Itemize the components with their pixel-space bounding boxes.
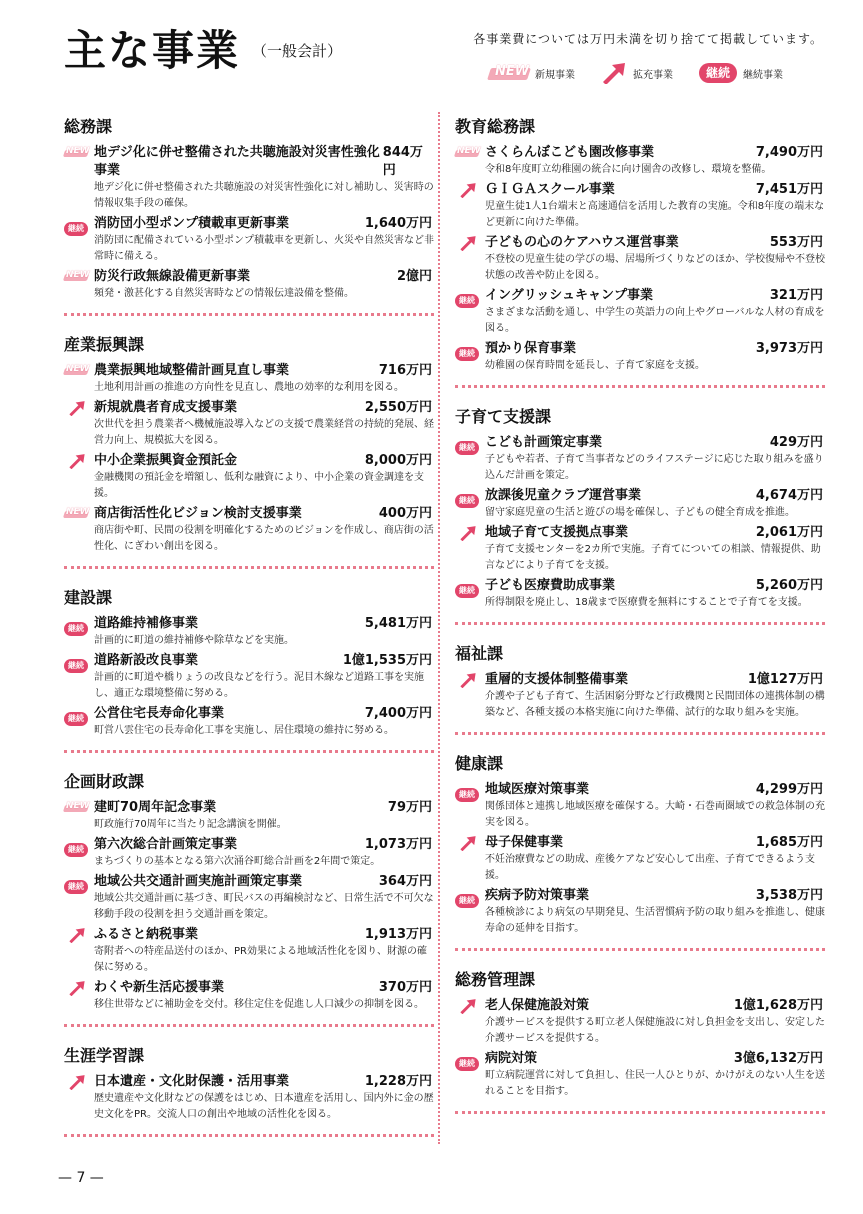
section-title: 福祉課 [455, 644, 504, 663]
project-amount: 8,000万円 [364, 453, 432, 468]
continue-badge-icon: 継続 [455, 888, 479, 908]
project-name: わくや新生活応援事業 [94, 980, 225, 995]
project-item [455, 487, 825, 521]
project-name: 中小企業振興資金預託金 [94, 453, 238, 468]
section [64, 332, 434, 569]
project-name: 地域子育て支援拠点事業 [485, 525, 629, 540]
section-title: 健康課 [455, 754, 504, 773]
legend [489, 62, 783, 84]
right-column [455, 112, 825, 1130]
project-amount: 5,481万円 [364, 616, 432, 631]
project-description: 消防団に配備されている小型ポンプ積載車を更新し、火災や自然災害など非常時に備える。 [94, 235, 434, 262]
section [455, 404, 825, 625]
project-description: 児童生徒1人1台端末と高速通信を活用した教育の実施。令和8年度の端末など更新に向けた準備。 [485, 201, 825, 228]
project-description: さまざまな活動を通し、中学生の英語力の向上やグローバルな人材の育成を図る。 [485, 307, 825, 334]
project-amount: 364万円 [378, 874, 432, 889]
column-divider [438, 112, 440, 1144]
project-name: 日本遺産・文化財保護・活用事業 [94, 1074, 290, 1089]
project-name: 新規就農者育成支援事業 [94, 400, 238, 415]
project-name: 疾病予防対策事業 [485, 888, 590, 903]
project-amount: 1,228万円 [364, 1074, 432, 1089]
project-description: 不登校の児童生徒の学びの場、居場所づくりなどのほか、学校復帰や不登校状態の改善や防止を図る。 [485, 254, 825, 281]
project-name: さくらんぼこども園改修事業 [485, 145, 655, 160]
project-item [64, 873, 434, 923]
project-name: こども計画策定事業 [485, 435, 603, 450]
project-description: 計画的に町道の維持補修や除草などを実施。 [94, 635, 294, 646]
project-amount: 321万円 [769, 288, 823, 303]
project-name: ＧＩＧＡスクール事業 [485, 182, 615, 197]
project-name: 農業振興地域整備計画見直し事業 [94, 363, 290, 378]
project-item [64, 799, 434, 833]
project-item [64, 505, 434, 555]
project-amount: 3,973万円 [755, 341, 823, 356]
project-name: 消防団小型ポンプ積載車更新事業 [94, 216, 290, 231]
project-amount: 844万円 [382, 145, 423, 178]
section-title: 企画財政課 [64, 772, 145, 791]
page-number: — 7 — [58, 1170, 104, 1186]
project-description: 各種検診により病気の早期発見、生活習慣病予防の取り組みを推進し、健康寿命の延伸を目指す。 [485, 907, 825, 934]
project-description: 土地利用計画の推進の方向性を見直し、農地の効率的な利用を図る。 [94, 382, 404, 393]
project-amount: 5,260万円 [755, 578, 823, 593]
project-description: 町立病院運営に対して負担し、住民一人ひとりが、かけがえのない人生を送れることを目指す。 [485, 1070, 825, 1097]
project-item [64, 268, 434, 302]
continue-badge-icon: 継続 [455, 782, 479, 802]
project-description: まちづくりの基本となる第六次涌谷町総合計画を2年間で策定。 [94, 856, 381, 867]
project-name: 子どもの心のケアハウス運営事業 [485, 235, 679, 250]
project-description: 地デジ化に併せ整備された共聴施設の対災害性強化に対し補助し、災害時の情報収集手段の確保。 [94, 182, 434, 209]
continue-badge-icon: 継続 [455, 341, 479, 361]
project-description: 移住世帯などに補助金を交付。移住定住を促進し人口減少の抑制を図る。 [94, 999, 424, 1010]
section-title: 産業振興課 [64, 335, 145, 354]
project-description: 子育て支援センターを2カ所で実施。子育てについての相談、情報提供、助言などにより子育てを支援。 [485, 544, 821, 571]
section [64, 769, 434, 1027]
project-name: 道路新設改良事業 [94, 653, 199, 668]
expand-arrow-icon [68, 980, 86, 996]
section-title: 子育て支援課 [455, 407, 552, 426]
project-description: 町政施行70周年に当たり記念講演を開催。 [94, 819, 287, 830]
project-description: 町営八雲住宅の長寿命化工事を実施し、居住環境の維持に努める。 [94, 725, 394, 736]
project-item [64, 215, 434, 265]
project-name: 道路維持補修事業 [94, 616, 199, 631]
project-description: 不妊治療費などの助成、産後ケアなど安心して出産、子育てできるよう支援。 [485, 854, 815, 881]
project-amount: 2,550万円 [364, 400, 432, 415]
continue-badge-icon: 継続 [64, 706, 88, 726]
section-title: 教育総務課 [455, 117, 536, 136]
expand-arrow-icon [68, 1074, 86, 1090]
project-amount: 2,061万円 [755, 525, 823, 540]
continue-badge-icon: 継続 [455, 578, 479, 598]
project-description: 介護や子ども子育て、生活困窮分野など行政機関と民間団体の連携体制の構築など、各種支援の本格実施に向けた準備、試行的な取り組みを実施。 [485, 691, 825, 718]
project-amount: 400万円 [378, 506, 432, 521]
new-badge-icon: NEW [64, 145, 88, 164]
continue-badge-icon: 継続 [455, 488, 479, 508]
expand-arrow-icon [459, 235, 477, 251]
section-title: 生涯学習課 [64, 1046, 145, 1065]
project-amount: 7,490万円 [755, 145, 823, 160]
section-title: 総務課 [64, 117, 113, 136]
project-amount: 716万円 [378, 363, 432, 378]
continue-badge-icon: 継続 [455, 288, 479, 308]
project-name: イングリッシュキャンプ事業 [485, 288, 653, 303]
new-badge-icon: NEW [64, 506, 88, 525]
project-item [455, 524, 825, 574]
legend-label-continue: 継続事業 [743, 69, 783, 81]
continue-badge-icon: 継続 [64, 216, 88, 236]
expand-arrow-icon [68, 453, 86, 469]
expand-arrow-icon [459, 835, 477, 851]
project-item [64, 836, 434, 870]
section [455, 641, 825, 735]
project-description: 商店街や町、民間の役割を明確化するためのビジョンを作成し、商店街の活性化、にぎわい創出を図る。 [94, 525, 434, 552]
continue-badge-icon: 継続 [699, 63, 737, 83]
project-item [455, 834, 825, 884]
project-name: 建町70周年記念事業 [94, 800, 217, 815]
project-description: 次世代を担う農業者へ機械施設導入などの支援で農業経営の持続的発展、経営力向上、規模拡大を図る。 [94, 419, 434, 446]
project-item [64, 652, 434, 702]
project-description: 金融機関の預託金を増額し、低利な融資により、中小企業の資金調達を支援。 [94, 472, 424, 499]
project-item [64, 926, 434, 976]
project-item [455, 997, 825, 1047]
project-amount: 1億127万円 [747, 672, 823, 687]
project-name: 地デジ化に併せ整備された共聴施設対災害性強化事業 [94, 145, 380, 178]
project-item [455, 434, 825, 484]
project-amount: 7,451万円 [755, 182, 823, 197]
expand-arrow-icon [459, 525, 477, 541]
project-amount: 3,538万円 [755, 888, 823, 903]
expand-arrow-icon [459, 672, 477, 688]
project-amount: 1,640万円 [364, 216, 432, 231]
project-amount: 553万円 [769, 235, 823, 250]
project-description: 関係団体と連携し地域医療を確保する。大崎・石巻両圏域での救急体制の充実を図る。 [485, 801, 825, 828]
project-name: 第六次総合計画策定事業 [94, 837, 238, 852]
project-item [64, 705, 434, 739]
project-item [64, 615, 434, 649]
legend-label-new: 新規事業 [534, 69, 575, 81]
legend-label-expand: 拡充事業 [632, 69, 673, 81]
section [455, 114, 825, 388]
project-amount: 2億円 [396, 269, 432, 284]
continue-badge-icon: 継続 [64, 616, 88, 636]
new-badge-icon: NEW [455, 145, 479, 164]
section [455, 967, 825, 1114]
project-item [64, 144, 434, 212]
continue-badge-icon: 継続 [64, 874, 88, 894]
project-amount: 1億1,628万円 [733, 998, 823, 1013]
new-badge-icon: NEW [64, 363, 88, 382]
left-column [64, 112, 434, 1153]
project-amount: 79万円 [387, 800, 432, 815]
section [455, 751, 825, 951]
project-name: 防災行政無線設備更新事業 [94, 269, 251, 284]
project-item [455, 577, 825, 611]
project-amount: 4,674万円 [755, 488, 823, 503]
project-item [455, 287, 825, 337]
new-badge-icon: NEW [64, 269, 88, 288]
project-item [455, 1050, 825, 1100]
project-description: 頻発・激甚化する自然災害時などの情報伝達設備を整備。 [94, 288, 354, 299]
project-amount: 370万円 [378, 980, 432, 995]
project-item [455, 234, 825, 284]
project-description: 幼稚園の保育時間を延長し、子育て家庭を支援。 [485, 360, 705, 371]
new-badge-icon: NEW [64, 800, 88, 819]
project-description: 介護サービスを提供する町立老人保健施設に対し負担金を支出し、安定した介護サービスを提供する。 [485, 1017, 825, 1044]
project-name: 公営住宅長寿命化事業 [94, 706, 225, 721]
project-item [64, 1073, 434, 1123]
project-name: 子ども医療費助成事業 [485, 578, 616, 593]
project-name: 預かり保育事業 [485, 341, 577, 356]
new-badge-icon: NEW [489, 63, 529, 83]
project-description: 令和8年度町立幼稚園の統合に向け園舎の改修し、環境を整備。 [485, 164, 772, 175]
project-item [64, 452, 434, 502]
project-amount: 7,400万円 [364, 706, 432, 721]
project-description: 歴史遺産や文化財などの保護をはじめ、日本遺産を活用し、国内外に金の歴史文化をPR。交流人口の創出や地域の活性化を図る。 [94, 1093, 434, 1120]
project-description: 地域公共交通計画に基づき、町民バスの再編検討など、日常生活で不可欠な移動手段の役割を担う交通計画を策定。 [94, 893, 434, 920]
project-item [64, 362, 434, 396]
project-name: 放課後児童クラブ運営事業 [485, 488, 642, 503]
expand-arrow-icon [459, 182, 477, 198]
project-amount: 1,685万円 [755, 835, 823, 850]
project-description: 子どもや若者、子育て当事者などのライフステージに応じた取り組みを盛り込んだ計画を策定。 [485, 454, 824, 481]
project-item [455, 671, 825, 721]
project-item [455, 781, 825, 831]
rounding-note: 各事業費については万円未満を切り捨てて掲載しています。 [473, 32, 823, 46]
project-name: 老人保健施設対策 [485, 998, 590, 1013]
expand-arrow-icon [601, 62, 627, 84]
project-amount: 1億1,535万円 [342, 653, 432, 668]
project-item [455, 887, 825, 937]
project-item [455, 144, 825, 178]
project-item [64, 399, 434, 449]
continue-badge-icon: 継続 [455, 435, 479, 455]
project-amount: 3億6,132万円 [733, 1051, 823, 1066]
page-title: 主な事業 [64, 26, 241, 75]
project-amount: 429万円 [769, 435, 823, 450]
page-subtitle: （一般会計） [252, 42, 343, 60]
continue-badge-icon: 継続 [64, 653, 88, 673]
project-description: 所得制限を廃止し、18歳まで医療費を無料にすることで子育てを支援。 [485, 597, 808, 608]
project-amount: 4,299万円 [755, 782, 823, 797]
project-item [455, 181, 825, 231]
project-description: 計画的に町道や橋りょうの改良などを行う。泥目木線など道路工事を実施し、適正な環境整備に努める。 [94, 672, 424, 699]
expand-arrow-icon [68, 400, 86, 416]
project-name: 地域医療対策事業 [485, 782, 590, 797]
continue-badge-icon: 継続 [455, 1051, 479, 1071]
section [64, 114, 434, 316]
project-name: 地域公共交通計画実施計画策定事業 [94, 874, 303, 889]
section [64, 1043, 434, 1137]
section [64, 585, 434, 753]
project-description: 寄附者への特産品送付のほか、PR効果による地域活性化を図り、財源の確保に努める。 [94, 946, 427, 973]
project-name: 母子保健事業 [485, 835, 564, 850]
project-description: 留守家庭児童の生活と遊びの場を確保し、子どもの健全育成を推進。 [485, 507, 795, 518]
project-name: 商店街活性化ビジョン検討支援事業 [94, 506, 302, 521]
project-item [455, 340, 825, 374]
continue-badge-icon: 継続 [64, 837, 88, 857]
project-name: 重層的支援体制整備事業 [485, 672, 629, 687]
project-amount: 1,913万円 [364, 927, 432, 942]
project-amount: 1,073万円 [364, 837, 432, 852]
section-title: 建設課 [64, 588, 113, 607]
section-title: 総務管理課 [455, 970, 536, 989]
expand-arrow-icon [459, 998, 477, 1014]
expand-arrow-icon [68, 927, 86, 943]
project-name: 病院対策 [485, 1051, 538, 1066]
project-item [64, 979, 434, 1013]
project-name: ふるさと納税事業 [94, 927, 199, 942]
